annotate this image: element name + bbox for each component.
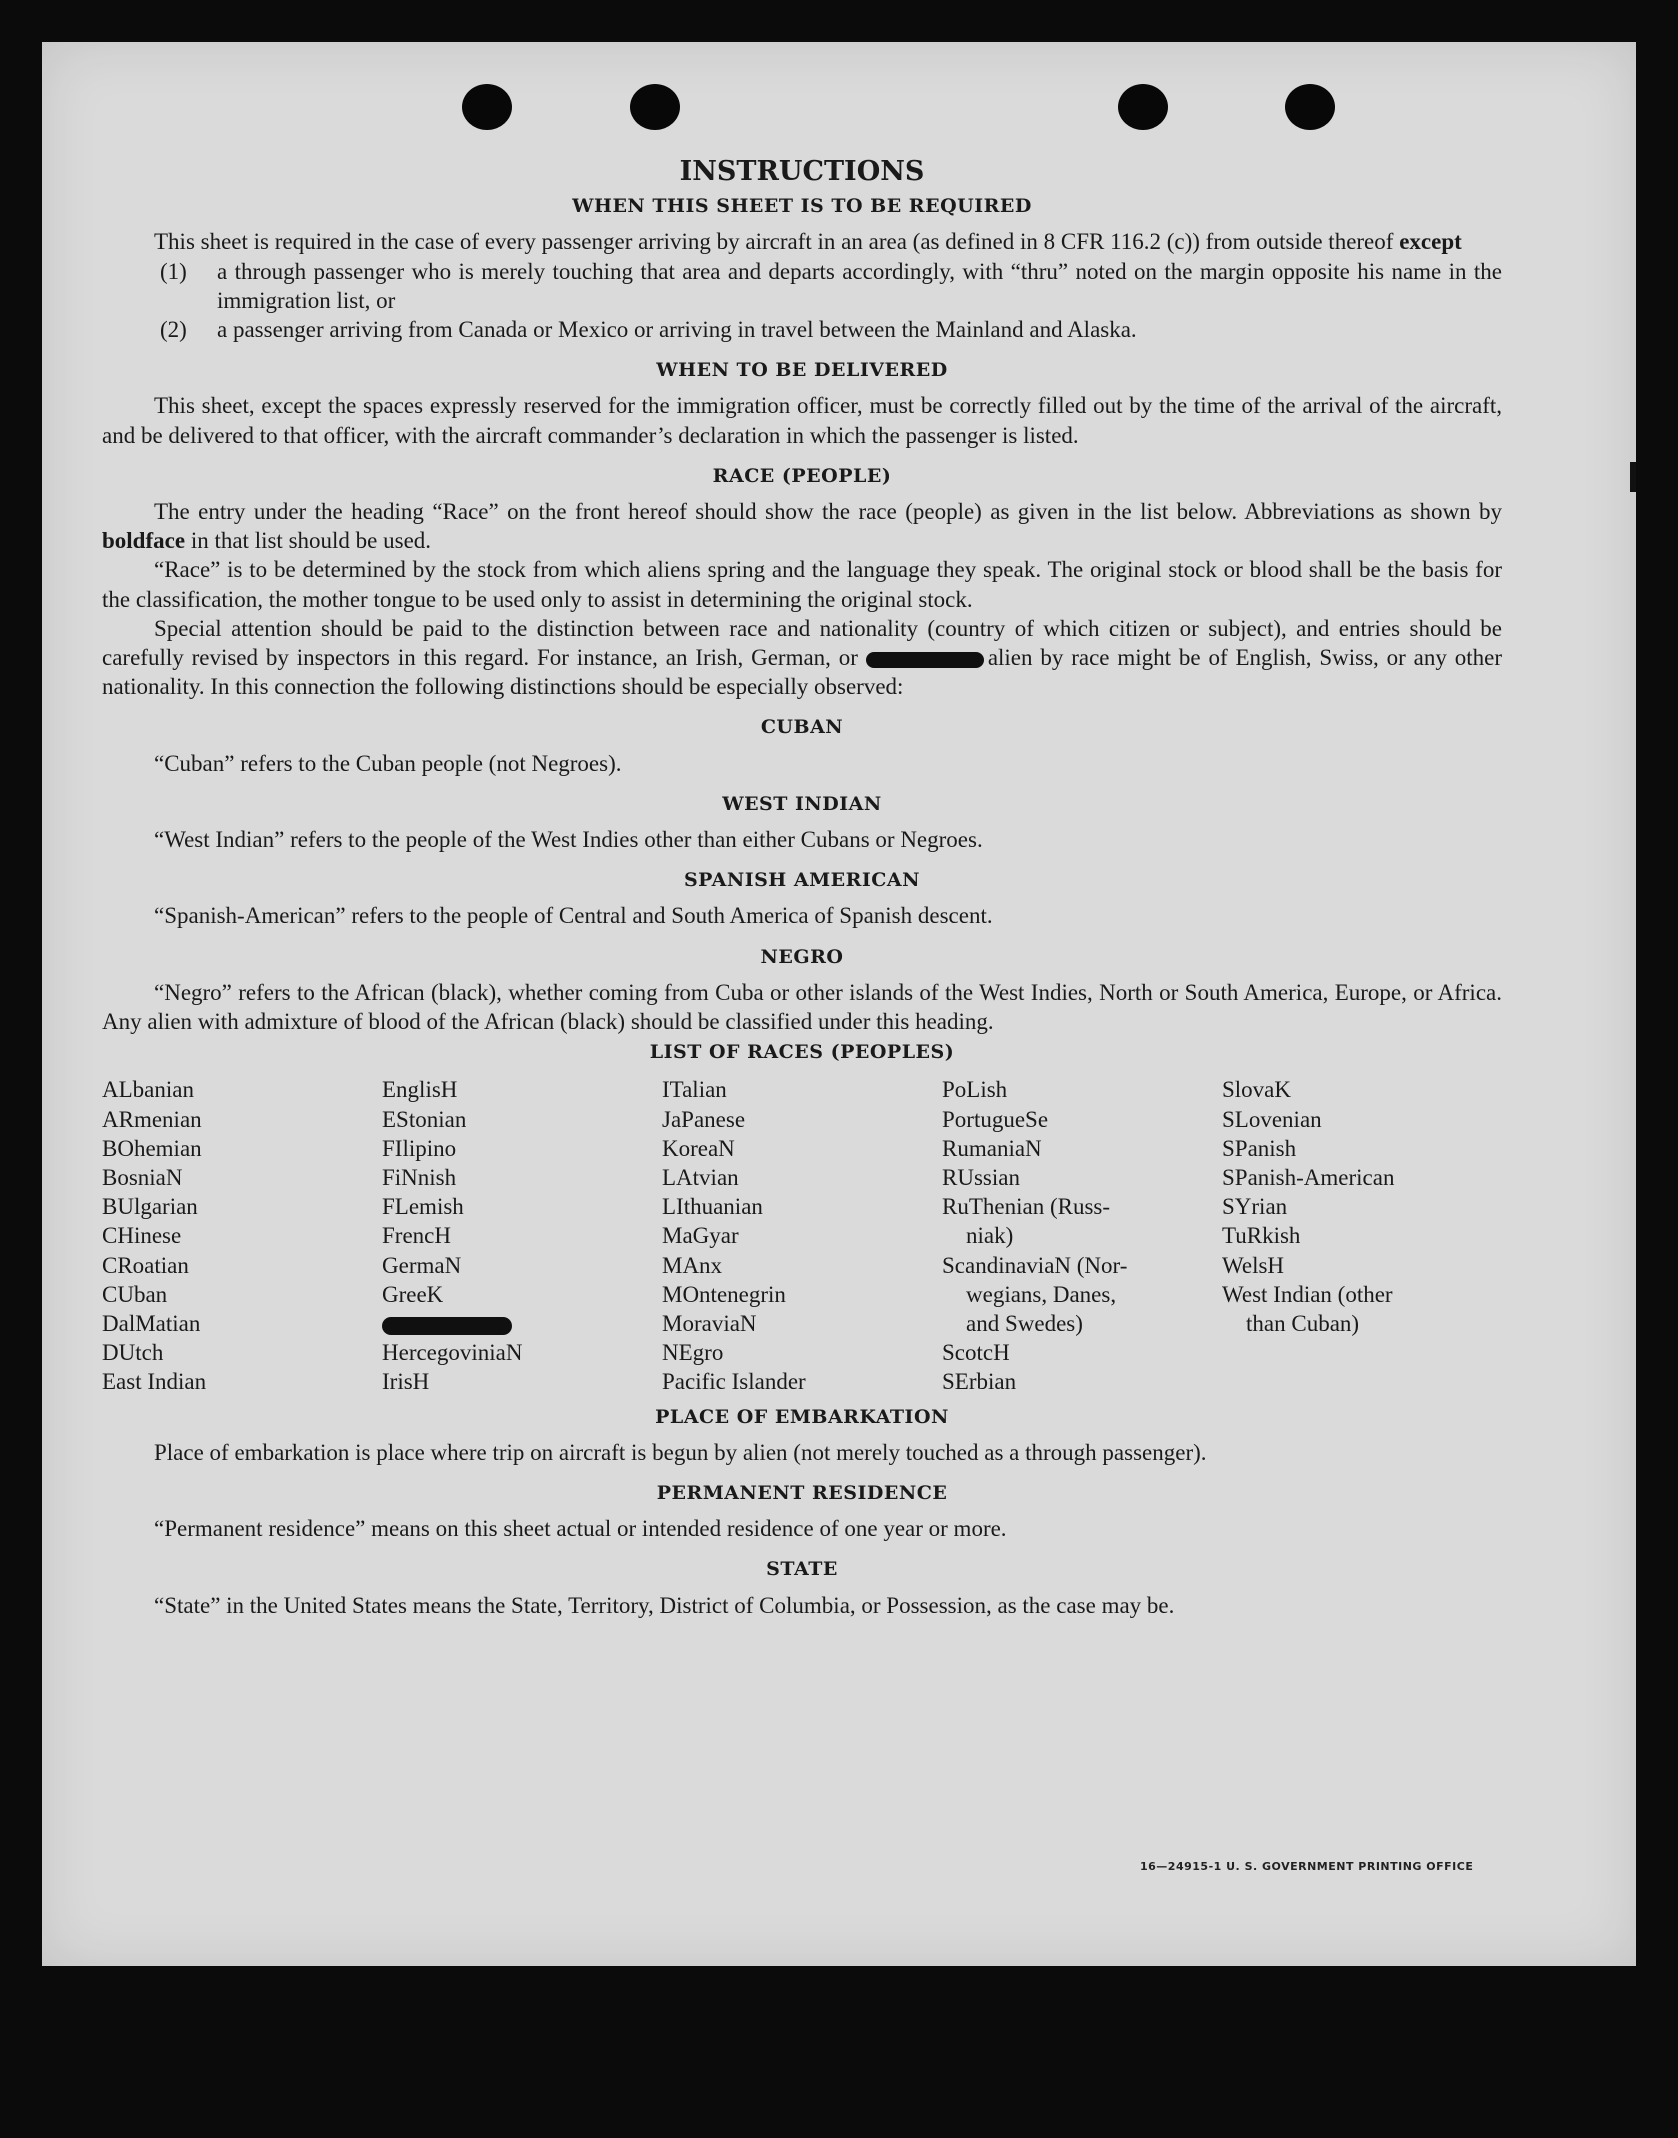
race-item-redacted (382, 1309, 662, 1338)
race-item: ALbanian (102, 1077, 194, 1103)
race-paragraph-2: “Race” is to be determined by the stock from which aliens spring and the language they speak. The original stock or blood shall be the basis for the classification, the mother tongue to be used only to assist in determining the original stock. (102, 557, 1502, 612)
races-column-1 (102, 1075, 382, 1396)
edge-mark (1630, 462, 1636, 492)
race-item: GermaN (382, 1252, 462, 1278)
heading-when-required: WHEN THIS SHEET IS TO BE REQUIRED (572, 195, 1032, 218)
race-item: MAnx (662, 1252, 723, 1278)
race-item: IrisH (382, 1369, 430, 1395)
races-column-2 (382, 1075, 662, 1396)
heading-negro: NEGRO (760, 945, 844, 968)
race-item: MOntenegrin (662, 1281, 786, 1307)
cuban-text: “Cuban” refers to the Cuban people (not Negroes). (154, 750, 622, 776)
printing-office-code: 16—24915-1 U. S. GOVERNMENT PRINTING OFFICE (1140, 1860, 1474, 1873)
punch-hole (1285, 84, 1335, 130)
punch-hole (462, 84, 512, 130)
race-item: RumaniaN (942, 1135, 1042, 1161)
heading-permanent-residence: PERMANENT RESIDENCE (656, 1481, 948, 1504)
race-item: CHinese (102, 1223, 182, 1249)
race-item: ITalian (662, 1077, 727, 1103)
when-required-intro: This sheet is required in the case of every passenger arriving by aircraft in an area (as defined in 8 CFR 116.2 (c)) from outside thereof except (154, 229, 1462, 255)
race-item: RuThenian (Russ- (942, 1194, 1111, 1220)
race-item: and Swedes) (966, 1310, 1083, 1336)
heading-list-of-races: LIST OF RACES (PEOPLES) (649, 1041, 955, 1064)
race-item: WelsH (1222, 1252, 1285, 1278)
race-item: FrencH (382, 1223, 451, 1249)
race-item: SErbian (942, 1369, 1017, 1395)
race-item: MaGyar (662, 1223, 739, 1249)
race-item: ARmenian (102, 1106, 202, 1132)
race-item: HercegoviniaN (382, 1340, 523, 1366)
race-item: PoLish (942, 1077, 1008, 1103)
race-item: East Indian (102, 1369, 207, 1395)
document-sheet (42, 42, 1636, 1966)
race-item: BosniaN (102, 1165, 183, 1191)
race-item: SLovenian (1222, 1106, 1322, 1132)
races-column-3 (662, 1075, 942, 1396)
heading-state: STATE (766, 1558, 838, 1581)
embarkation-text: Place of embarkation is place where trip on aircraft is begun by alien (not merely touched as a through passenger). (154, 1439, 1207, 1465)
race-item: DUtch (102, 1340, 164, 1366)
race-item: West Indian (other (1222, 1281, 1393, 1307)
race-item: SlovaK (1222, 1077, 1291, 1103)
race-item: RUssian (942, 1165, 1020, 1191)
race-item: FIlipino (382, 1135, 457, 1161)
residence-text: “Permanent residence” means on this sheet actual or intended residence of one year or more. (154, 1516, 1007, 1542)
race-item: SPanish (1222, 1135, 1297, 1161)
race-item: Pacific Islander (662, 1369, 806, 1395)
races-list (102, 1075, 1502, 1396)
race-item: LAtvian (662, 1165, 739, 1191)
heading-spanish-american: SPANISH AMERICAN (683, 869, 921, 892)
race-item: FiNnish (382, 1165, 457, 1191)
race-item: EStonian (382, 1106, 467, 1132)
race-item: PortugueSe (942, 1106, 1049, 1132)
race-item: BOhemian (102, 1135, 202, 1161)
race-item: JaPanese (662, 1106, 746, 1132)
race-item: FLemish (382, 1194, 464, 1220)
race-item: wegians, Danes, (966, 1281, 1117, 1307)
state-text: “State” in the United States means the State, Territory, District of Columbia, or Possession, as the case may be. (154, 1592, 1175, 1618)
race-item: KoreaN (662, 1135, 735, 1161)
race-item: niak) (966, 1223, 1014, 1249)
race-item: EnglisH (382, 1077, 458, 1103)
race-item: SYrian (1222, 1194, 1288, 1220)
race-item: ScandinaviaN (Nor- (942, 1252, 1128, 1278)
punch-hole (630, 84, 680, 130)
race-item: NEgro (662, 1340, 724, 1366)
punch-hole (1118, 84, 1168, 130)
race-paragraph-3: Special attention should be paid to the distinction between race and nationality (country of which citizen or subject), and entries should be carefully revised by inspectors in this regard. For instance, an Irish, German, or alien by race might be of English, Swiss, or any other nationality. In this connection the following distinctions should be especially observed: (102, 615, 1502, 700)
races-column-5 (1222, 1075, 1502, 1396)
race-item: CRoatian (102, 1252, 189, 1278)
negro-text: “Negro” refers to the African (black), whether coming from Cuba or other islands of the West Indies, North or South America, Europe, or Africa. Any alien with admixture of blood of the African (black) should be classified under this heading. (102, 979, 1502, 1035)
instructions-content (102, 157, 1502, 1620)
race-item: DalMatian (102, 1310, 201, 1336)
heading-when-delivered: WHEN TO BE DELIVERED (656, 359, 948, 382)
list-item: (2) a passenger arriving from Canada or Mexico or arriving in travel between the Mainland and Alaska. (160, 317, 1137, 343)
race-item: TuRkish (1222, 1223, 1301, 1249)
race-item: LIthuanian (662, 1194, 763, 1220)
page-title: INSTRUCTIONS (679, 156, 925, 187)
heading-west-indian: WEST INDIAN (722, 792, 882, 815)
race-item: CUban (102, 1281, 168, 1307)
race-item: SPanish-American (1222, 1165, 1395, 1191)
race-item: ScotcH (942, 1340, 1010, 1366)
race-item: than Cuban) (1246, 1310, 1360, 1336)
race-paragraph-1: The entry under the heading “Race” on the front hereof should show the race (people) as given in the list below. Abbreviations as shown by boldface in that list should be used. (102, 499, 1502, 554)
redaction-mark (382, 1317, 512, 1335)
races-column-4 (942, 1075, 1222, 1396)
heading-embarkation: PLACE OF EMBARKATION (655, 1405, 949, 1428)
west-indian-text: “West Indian” refers to the people of the West Indies other than either Cubans or Negroes. (154, 827, 983, 853)
race-item: MoraviaN (662, 1310, 757, 1336)
race-item: GreeK (382, 1281, 444, 1307)
race-item: BUlgarian (102, 1194, 198, 1220)
spanish-american-text: “Spanish-American” refers to the people of Central and South America of Spanish descent. (154, 903, 993, 929)
when-delivered-text: This sheet, except the spaces expressly reserved for the immigration officer, must be correctly filled out by the time of the arrival of the aircraft, and be delivered to that officer, with the aircraft commander’s declaration in which the passenger is listed. (102, 393, 1502, 448)
list-item: (1) a through passenger who is merely touching that area and departs accordingly, with “thru” noted on the margin opposite his name in the immigration list, or (160, 258, 1502, 313)
redaction-mark (866, 652, 984, 668)
heading-race: RACE (PEOPLE) (712, 464, 892, 487)
heading-cuban: CUBAN (760, 716, 844, 739)
